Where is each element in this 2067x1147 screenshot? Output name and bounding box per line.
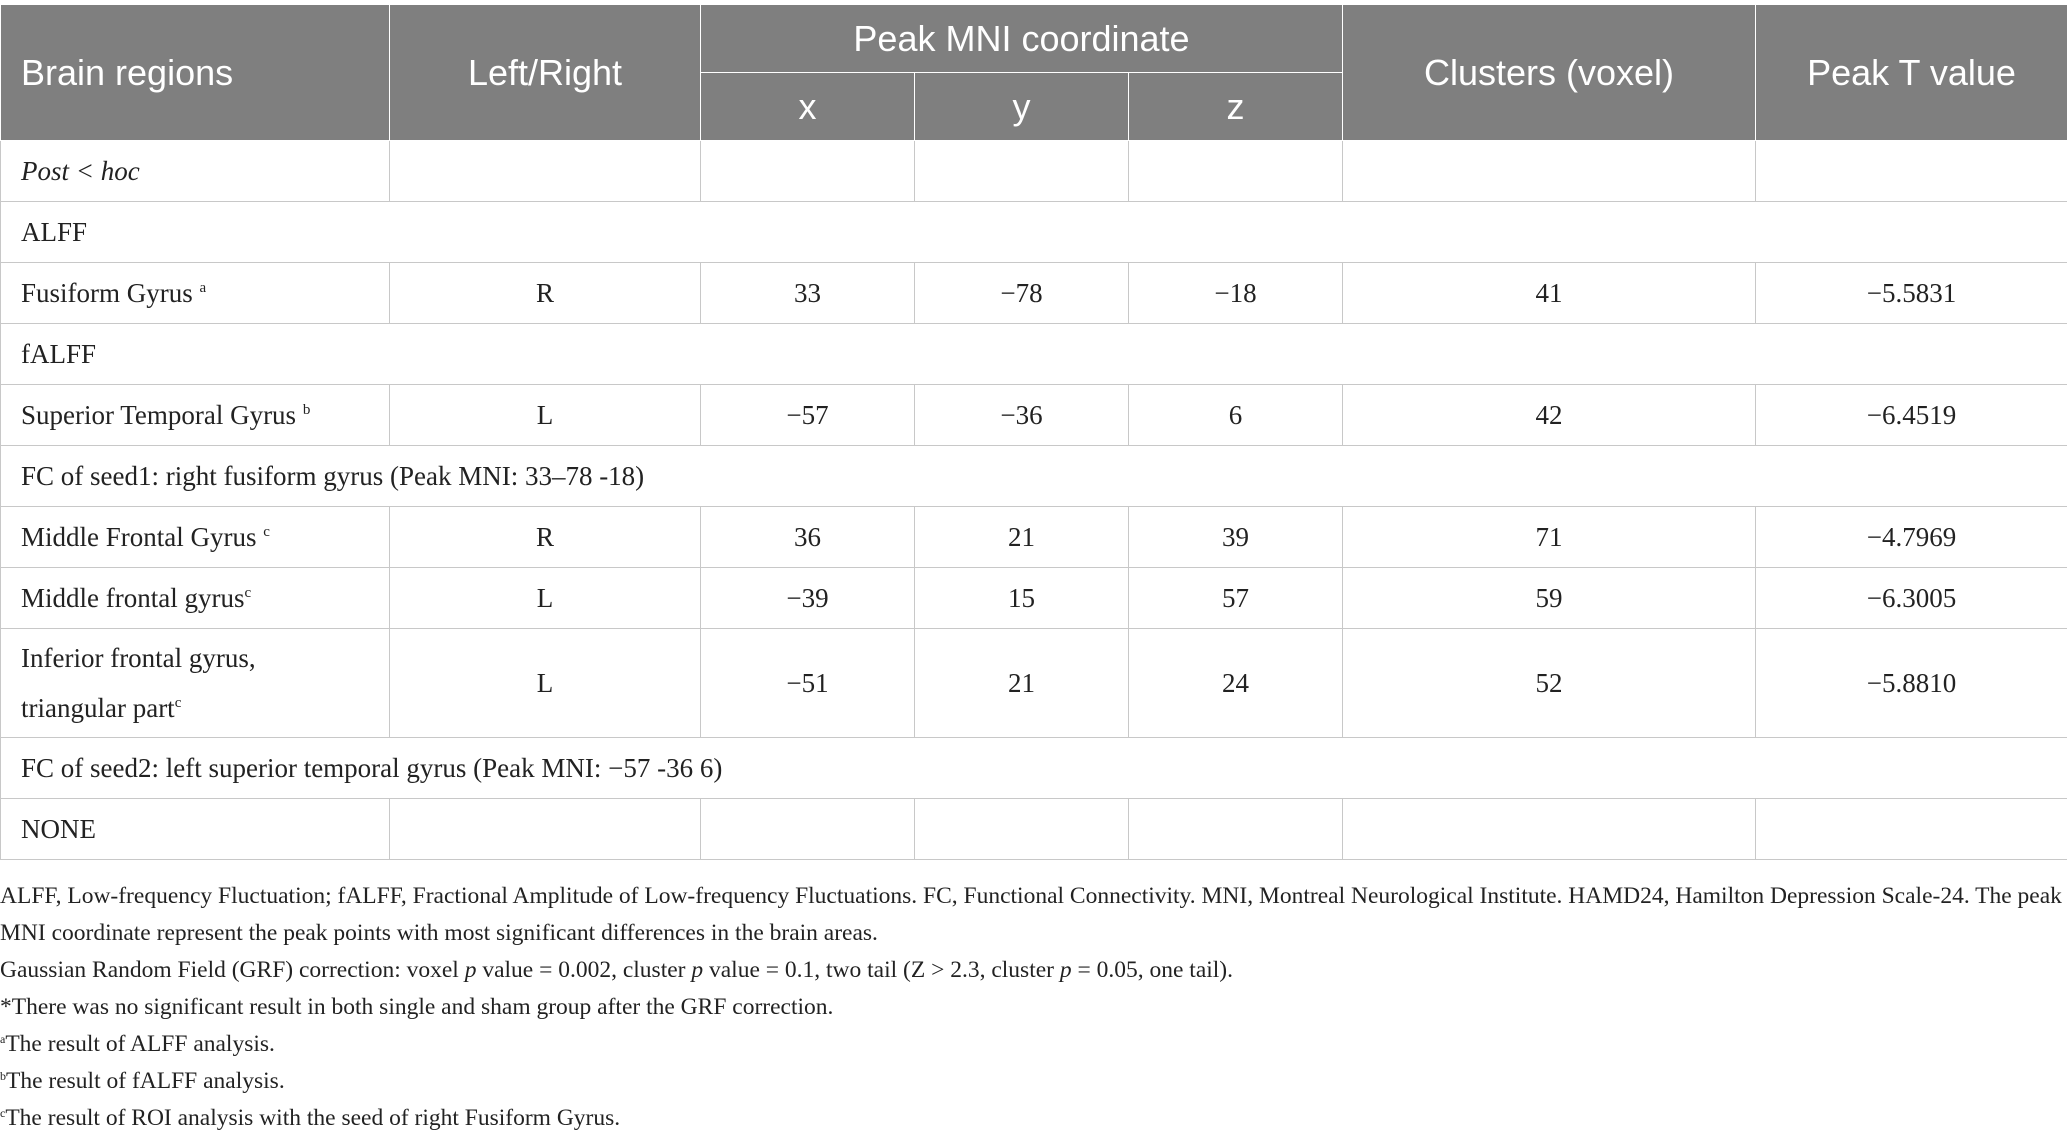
peak-t-cell: −4.7969 [1756,507,2067,568]
footnote-mark: b [302,401,311,418]
table-footnotes [0,878,2067,1137]
footnote-a: $^a$The result of ALFF analysis. [0,1031,275,1057]
footnote-b: $^b$The result of fALFF analysis. [0,1068,285,1094]
section-none: NONE [1,799,390,860]
table-row-post-hoc [1,141,2067,202]
table-row [1,568,2067,629]
table-row-falff [1,324,2067,385]
results-table [0,4,2067,860]
side-cell: L [390,629,701,738]
footnote-abbreviations: ALFF, Low-frequency Fluctuation; fALFF, Fractional Amplitude of Low-frequency Fluctuations. FC, Functional Connectivity. MNI, Montreal Neurological Institute. HAMD24, Hamilton Depression Scale-24. The peak MNI coordinate represent the peak points with most significant differences in the brain areas. [0,883,2062,946]
side-cell: L [390,568,701,629]
region-cell: Middle frontal gyrus$^c$ [1,568,390,629]
side-cell: L [390,385,701,446]
section-fc-seed1: FC of seed1: right fusiform gyrus (Peak MNI: 33–78 -18) [1,446,2067,507]
y-cell: −78 [915,263,1129,324]
peak-t-cell: −6.4519 [1756,385,2067,446]
peak-t-cell: −5.8810 [1756,629,2067,738]
section-fc-seed2: FC of seed2: left superior temporal gyrus (Peak MNI: −57 -36 6) [1,738,2067,799]
table-row [1,507,2067,568]
header-brain-regions: Brain regions [1,5,390,141]
table-row-fc-seed1 [1,446,2067,507]
z-cell: 6 [1129,385,1343,446]
peak-t-cell: −5.5831 [1756,263,2067,324]
x-cell: −51 [701,629,915,738]
footnote-star: *There was no significant result in both single and sham group after the GRF correction. [0,994,834,1020]
header-x: x [701,73,915,141]
header-clusters: Clusters (voxel) [1343,5,1756,141]
footnote-c: $^c$The result of ROI analysis with the seed of right Fusiform Gyrus. [0,1105,621,1131]
y-cell: 21 [915,507,1129,568]
x-cell: 36 [701,507,915,568]
footnote-mark: c [244,584,252,601]
header-y: y [915,73,1129,141]
section-alff: ALFF [1,202,2067,263]
x-cell: −57 [701,385,915,446]
footnote-grf: Gaussian Random Field (GRF) correction: voxel p value = 0.002, cluster p value = 0.1, two tail (Z > 2.3, cluster p = 0.05, one tail). [0,957,1234,983]
x-cell: 33 [701,263,915,324]
clusters-cell: 71 [1343,507,1756,568]
footnote-mark: c [174,695,182,711]
table-row-alff [1,202,2067,263]
footnote-mark: a [199,279,207,296]
footnote-mark: c [263,523,270,540]
z-cell: 57 [1129,568,1343,629]
y-cell: 21 [915,629,1129,738]
region-cell: Superior Temporal Gyrus $^b$ [1,385,390,446]
side-cell: R [390,263,701,324]
clusters-cell: 41 [1343,263,1756,324]
region-cell: Fusiform Gyrus $^a$ [1,263,390,324]
region-cell: Inferior frontal gyrus, triangular part$^c$ [1,629,390,738]
z-cell: −18 [1129,263,1343,324]
table-row [1,629,2067,738]
table-row-fc-seed2 [1,738,2067,799]
y-cell: −36 [915,385,1129,446]
z-cell: 24 [1129,629,1343,738]
table-row [1,385,2067,446]
section-post-hoc: Post < hoc [1,141,390,202]
region-cell: Middle Frontal Gyrus $^c$ [1,507,390,568]
clusters-cell: 59 [1343,568,1756,629]
header-left-right: Left/Right [390,5,701,141]
side-cell: R [390,507,701,568]
z-cell: 39 [1129,507,1343,568]
clusters-cell: 52 [1343,629,1756,738]
header-z: z [1129,73,1343,141]
table-row [1,263,2067,324]
clusters-cell: 42 [1343,385,1756,446]
y-cell: 15 [915,568,1129,629]
table-row-none [1,799,2067,860]
header-peak-t: Peak T value [1756,5,2067,141]
peak-t-cell: −6.3005 [1756,568,2067,629]
x-cell: −39 [701,568,915,629]
section-falff: fALFF [1,324,2067,385]
header-peak-mni: Peak MNI coordinate [701,5,1343,73]
